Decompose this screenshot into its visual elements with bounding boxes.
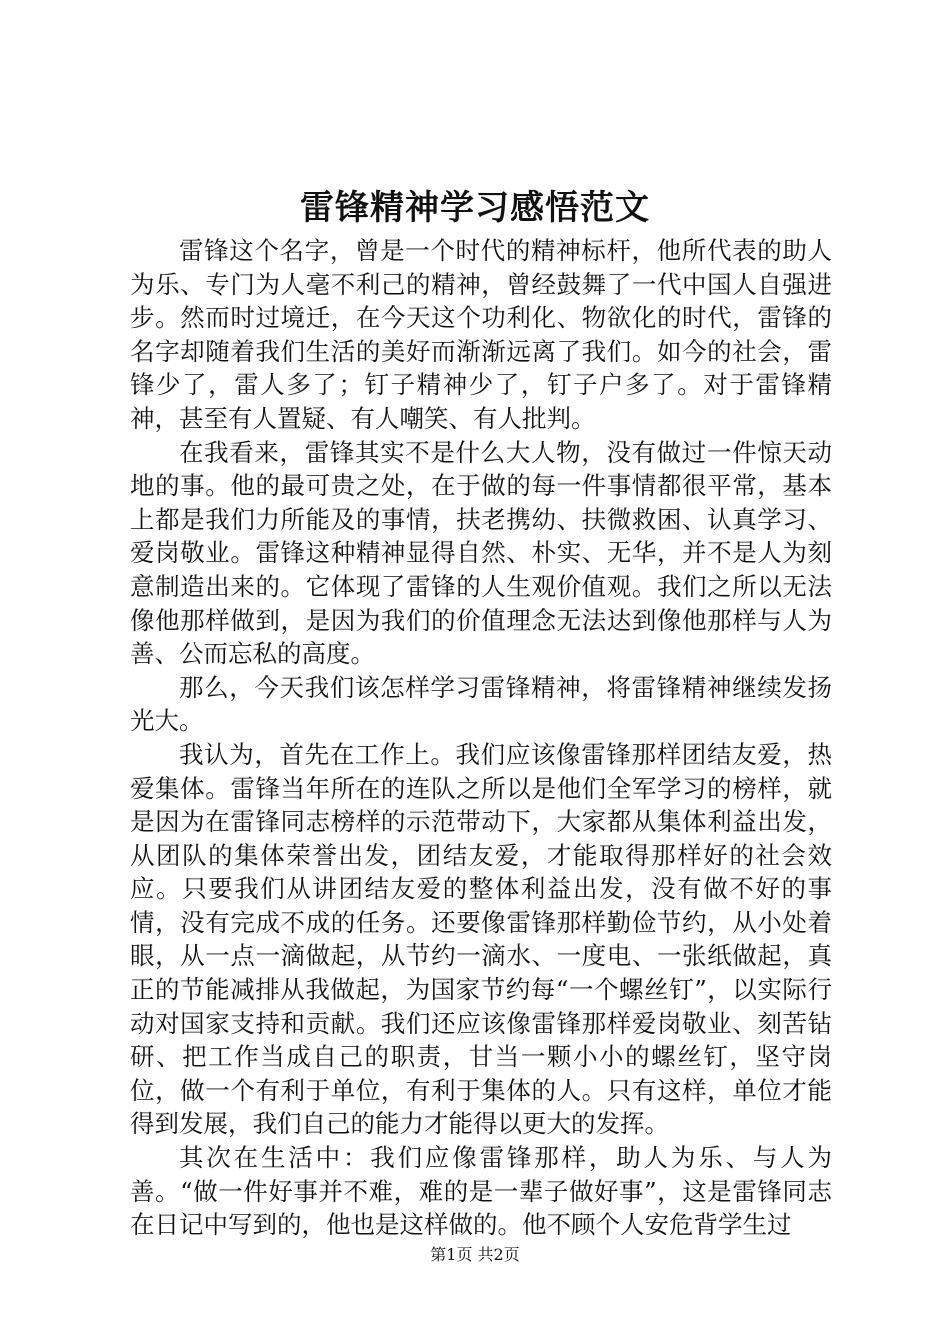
paragraph: 那么，今天我们该怎样学习雷锋精神，将雷锋精神继续发扬光大。 [130, 672, 832, 736]
paragraph: 在我看来，雷锋其实不是什么大人物，没有做过一件惊天动地的事。他的最可贵之处，在于做的每一件事情都很平常，基本上都是我们力所能及的事情，扶老携幼、扶微救困、认真学习、爱岗敬业。雷锋这种精神显得自然、朴实、无华，并不是人为刻意制造出来的。它体现了雷锋的人生观价值观。我们之所以无法像他那样做到，是因为我们的价值理念无法达到像他那样与人为善、公而忘私的高度。 [130, 437, 832, 669]
paragraph: 我认为，首先在工作上。我们应该像雷锋那样团结友爱，热爱集体。雷锋当年所在的连队之所以是他们全军学习的榜样，就是因为在雷锋同志榜样的示范带动下，大家都从集体利益出发，从团队的集体荣誉出发，团结友爱，才能取得那样好的社会效应。只要我们从讲团结友爱的整体利益出发，没有做不好的事情，没有完成不成的任务。还要像雷锋那样勤俭节约，从小处着眼，从一点一滴做起，从节约一滴水、一度电、一张纸做起，真正的节能减排从我做起，为国家节约每“一个螺丝钉”，以实际行动对国家支持和贡献。我们还应该像雷锋那样爱岗敬业、刻苦钻研、把工作当成自己的职责，甘当一颗小小的螺丝钉，坚守岗位，做一个有利于单位，有利于集体的人。只有这样，单位才能得到发展，我们自己的能力才能得以更大的发挥。 [130, 739, 832, 1139]
document-title: 雷锋精神学习感悟范文 [300, 188, 650, 228]
paragraph: 雷锋这个名字，曾是一个时代的精神标杆，他所代表的助人为乐、专门为人毫不利己的精神，曾经鼓舞了一代中国人自强进步。然而时过境迁，在今天这个功利化、物欲化的时代，雷锋的名字却随着我们生活的美好而渐渐远离了我们。如今的社会，雷锋少了，雷人多了；钉子精神少了，钉子户多了。对于雷锋精神，甚至有人置疑、有人嘲笑、有人批判。 [130, 236, 832, 433]
page-footer: 第1页 共2页 [430, 1245, 520, 1264]
paragraph: 其次在生活中：我们应像雷锋那样，助人为乐、与人为善。“做一件好事并不难，难的是一辈子做好事”，这是雷锋同志在日记中写到的，他也是这样做的。他不顾个人安危背学生过 [130, 1143, 832, 1240]
document-body [130, 234, 832, 1242]
